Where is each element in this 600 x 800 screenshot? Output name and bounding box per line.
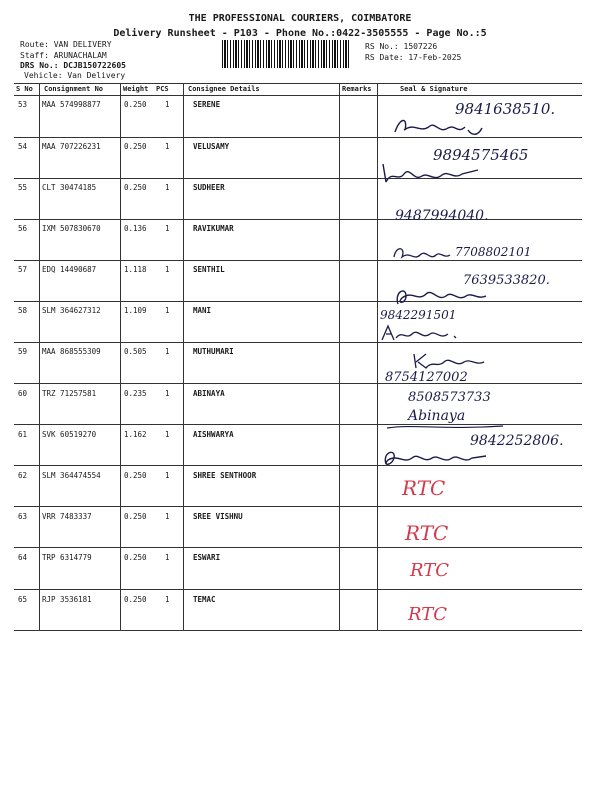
company-title: THE PROFESSIONAL COURIERS, COIMBATORE: [188, 13, 412, 24]
signature-mark: [380, 446, 490, 470]
row-divider: [14, 301, 582, 302]
strike-line: [385, 422, 505, 432]
table-row-consignment: TRP 6314779: [42, 553, 92, 562]
table-row-pcs: 1: [165, 265, 170, 274]
table-row-weight: 1.109: [124, 306, 147, 315]
table-row-sno: 61: [18, 430, 28, 439]
row-divider: [14, 547, 582, 548]
table-top-border: [14, 83, 582, 84]
table-row-consignee: SUDHEER: [193, 183, 225, 192]
table-row-sno: 63: [18, 512, 28, 521]
table-row-weight: 0.235: [124, 389, 147, 398]
col-header-weight: Weight: [123, 85, 149, 93]
signature-mark: [378, 322, 468, 344]
row-divider: [14, 219, 582, 220]
table-row-sno: 54: [18, 142, 28, 151]
table-row-pcs: 1: [165, 595, 170, 604]
table-row-consignee: SREE VISHNU: [193, 512, 243, 521]
signature-mark: [390, 243, 454, 265]
table-row-consignee: MUTHUMARI: [193, 347, 234, 356]
table-row-consignment: VRR 7483337: [42, 512, 92, 521]
row-divider: [14, 383, 582, 384]
rtc-mark: RTC: [405, 521, 449, 545]
table-row-consignment: MAA 574998877: [42, 100, 101, 109]
table-row-pcs: 1: [165, 389, 170, 398]
handwritten-phone: 7708802101: [455, 245, 532, 259]
handwritten-phone: 9842291501: [380, 308, 457, 322]
table-row-sno: 65: [18, 595, 28, 604]
vehicle-label: Vehicle: Van Delivery: [24, 71, 126, 80]
rtc-mark: RTC: [402, 476, 446, 500]
table-row-consignment: MAA 868555309: [42, 347, 101, 356]
runsheet-title: Delivery Runsheet - P103 - Phone No.:0422-3505555 - Page No.:5: [113, 28, 487, 39]
table-row-weight: 0.250: [124, 100, 147, 109]
signature-mark: [390, 112, 500, 140]
table-row-sno: 57: [18, 265, 28, 274]
table-row-pcs: 1: [165, 100, 170, 109]
table-row-consignment: RJP 3536181: [42, 595, 92, 604]
table-row-pcs: 1: [165, 471, 170, 480]
table-row-pcs: 1: [165, 183, 170, 192]
rs-date: RS Date: 17-Feb-2025: [365, 53, 462, 62]
table-row-weight: 0.250: [124, 471, 147, 480]
table-row-weight: 0.505: [124, 347, 147, 356]
table-row-pcs: 1: [165, 306, 170, 315]
table-row-sno: 55: [18, 183, 28, 192]
table-row-consignment: SLM 364474554: [42, 471, 101, 480]
table-row-consignee: SENTHIL: [193, 265, 225, 274]
handwritten-phone: 8508573733: [408, 390, 491, 405]
table-row-sno: 64: [18, 553, 28, 562]
row-divider: [14, 465, 582, 466]
table-row-sno: 56: [18, 224, 28, 233]
table-row-weight: 1.118: [124, 265, 147, 274]
col-header-consignment: Consignment No: [44, 85, 104, 93]
table-row-weight: 1.162: [124, 430, 147, 439]
barcode-image: [222, 40, 350, 68]
header-bottom-border: [14, 95, 582, 96]
row-divider: [14, 178, 582, 179]
table-row-pcs: 1: [165, 430, 170, 439]
table-row-weight: 0.136: [124, 224, 147, 233]
table-row-consignment: TRZ 71257581: [42, 389, 97, 398]
col-header-consignee: Consignee Details: [188, 85, 260, 93]
table-row-consignment: MAA 707226231: [42, 142, 101, 151]
handwritten-phone: 9487994040.: [395, 208, 489, 224]
table-row-consignee: MANI: [193, 306, 212, 315]
table-row-sno: 58: [18, 306, 28, 315]
table-row-consignment: EDQ 14490687: [42, 265, 97, 274]
rtc-mark: RTC: [408, 604, 448, 625]
row-divider: [14, 589, 582, 590]
table-row-weight: 0.250: [124, 595, 147, 604]
table-row-consignee: ESWARI: [193, 553, 221, 562]
table-row-sno: 59: [18, 347, 28, 356]
table-row-consignment: IXM 507830670: [42, 224, 101, 233]
handwritten-phone: 9842252806.: [470, 433, 564, 449]
table-row-sno: 53: [18, 100, 28, 109]
table-row-pcs: 1: [165, 347, 170, 356]
table-row-sno: 62: [18, 471, 28, 480]
table-row-consignee: TEMAC: [193, 595, 216, 604]
table-row-pcs: 1: [165, 553, 170, 562]
table-row-weight: 0.250: [124, 142, 147, 151]
handwritten-phone: 7639533820.: [463, 273, 550, 288]
table-row-consignee: AISHWARYA: [193, 430, 234, 439]
signature-mark: [410, 350, 490, 372]
route-label: Route: VAN DELIVERY: [20, 40, 112, 49]
table-row-sno: 60: [18, 389, 28, 398]
table-row-pcs: 1: [165, 512, 170, 521]
col-header-seal: Seal & Signature: [400, 85, 468, 93]
table-row-weight: 0.250: [124, 553, 147, 562]
drs-label: DRS No.: DCJB150722605: [20, 61, 126, 70]
table-row-consignment: SLM 364627312: [42, 306, 101, 315]
col-header-sno: S No: [16, 85, 33, 93]
signature-mark: [378, 160, 488, 186]
handwritten-name: Abinaya: [408, 408, 466, 424]
table-row-consignment: CLT 30474185: [42, 183, 97, 192]
table-row-consignee: SHREE SENTHOOR: [193, 471, 257, 480]
table-row-consignee: SERENE: [193, 100, 221, 109]
table-row-consignee: ABINAYA: [193, 389, 225, 398]
rs-number: RS No.: 1507226: [365, 42, 438, 51]
handwritten-phone: 9841638510.: [455, 100, 556, 118]
table-bottom-border: [14, 630, 582, 631]
table-row-weight: 0.250: [124, 512, 147, 521]
staff-label: Staff: ARUNACHALAM: [20, 51, 107, 60]
table-row-consignee: VELUSAMY: [193, 142, 230, 151]
table-row-pcs: 1: [165, 224, 170, 233]
rtc-mark: RTC: [410, 560, 450, 581]
handwritten-phone: 8754127002: [385, 370, 468, 385]
table-row-weight: 0.250: [124, 183, 147, 192]
table-row-consignment: SVK 60519270: [42, 430, 97, 439]
col-header-pcs: PCS: [156, 85, 169, 93]
col-header-remarks: Remarks: [342, 85, 372, 93]
row-divider: [14, 506, 582, 507]
table-row-pcs: 1: [165, 142, 170, 151]
table-row-consignee: RAVIKUMAR: [193, 224, 234, 233]
row-divider: [14, 342, 582, 343]
row-divider: [14, 260, 582, 261]
handwritten-phone: 9894575465: [433, 146, 529, 164]
signature-mark: [392, 282, 492, 308]
